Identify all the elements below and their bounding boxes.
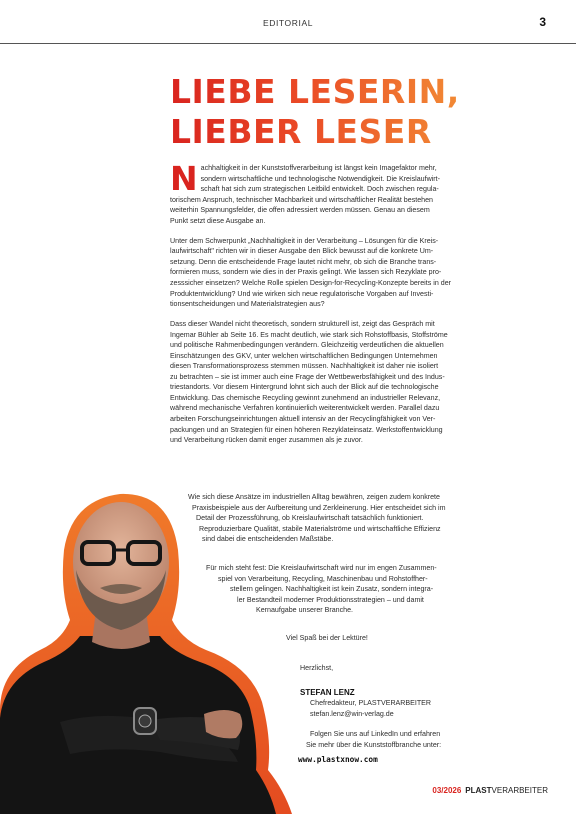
greeting: Herzlichst, <box>300 664 334 672</box>
text-line: packungen und an Strategien für einen höheren Rezyklateinsatz. Werkstoffentwicklung <box>170 425 443 434</box>
section-label: EDITORIAL <box>262 18 314 28</box>
text-line: ler Bestandteil moderner Produktionsstrategien – und damit <box>237 595 424 604</box>
header-divider <box>0 43 576 44</box>
text-line: Dass dieser Wandel nicht theoretisch, sondern strukturell ist, zeigt das Gespräch mit <box>170 320 435 329</box>
drop-cap: N <box>170 159 198 198</box>
text-line: während mechanische Verfahren kontinuierlich weiterentwickelt werden. Parallel dazu <box>170 404 440 413</box>
text-line: und politische Rahmenbedingungen verändern. Gleichzeitig verdeutlichen die aktuellen <box>170 341 444 350</box>
closing-line: Viel Spaß bei der Lektüre! <box>286 634 368 642</box>
text-line: setzung. Denn die entscheidende Frage lautet nicht mehr, ob sich die Branche trans- <box>170 257 437 266</box>
text-line: Reproduzierbare Qualität, stabile Materialströme und wirtschaftliche Effizienz <box>199 524 441 533</box>
intro-line: torischem Anspruch, technischer Machbarkeit und wirtschaftlicher Realität bestehen <box>170 195 433 204</box>
text-line: triestandorts. Vor diesem Hintergrund lohnt sich auch der Blick auf die technologische <box>170 383 439 392</box>
text-line: Produktentwicklung? Und wie wirken sich neue regulatorische Vorgaben auf Investi- <box>170 289 434 298</box>
paragraph-2 <box>170 236 462 310</box>
intro-line: schaft hat sich zum strategischen Leitbild entwickelt. Doch zwischen regula- <box>200 185 439 194</box>
intro-line: achhaltigkeit in der Kunststoffverarbeitung ist längst kein Imagefaktor mehr, <box>200 164 437 172</box>
author-portrait <box>0 470 292 814</box>
editorial-body <box>170 159 462 455</box>
text-line: Praxisbeispiele aus der Aufbereitung und Zerkleinerung. Hier entscheidet sich im <box>192 503 446 512</box>
headline-line-1: LIEBE LESERIN, <box>170 72 460 111</box>
brand-rest: VERARBEITER <box>491 786 548 795</box>
text-line: sind dabei die entscheidenden Maßstäbe. <box>202 535 334 544</box>
page-footer <box>432 786 548 795</box>
headline <box>170 72 460 152</box>
text-line: diesen Transformationsprozess stemmen müssen. Nachhaltigkeit ist daher nie isoliert <box>170 362 439 371</box>
author-role: Chefredakteur, PLASTVERARBEITER <box>310 699 432 707</box>
text-line: Wie sich diese Ansätze im industriellen Alltag bewähren, zeigen zudem konkrete <box>188 493 440 501</box>
text-line: Detail der Prozessführung, ob Kreislaufwirtschaft tatsächlich funktioniert. <box>196 514 424 523</box>
author-email[interactable]: stefan.lenz@win-verlag.de <box>310 709 394 718</box>
page-number: 3 <box>539 15 546 29</box>
issue-number: 03/2026 <box>432 786 462 795</box>
intro-paragraph <box>170 159 462 226</box>
headline-line-2: LIEBER LESER <box>170 112 460 152</box>
page-header <box>0 0 576 40</box>
intro-line: weiterhin Spannungsfelder, die offen adressiert werden müssen. Genau an diesem <box>170 206 430 215</box>
signature-block <box>300 663 500 750</box>
intro-line: Punkt setzt diese Ausgabe an. <box>170 216 266 225</box>
text-line: formieren muss, sondern wie dies in der Praxis gelingt. Wie lassen sich Rezyklate pro- <box>170 268 442 277</box>
text-line: stellern gelingen. Nachhaltigkeit ist kein Zusatz, sondern integra- <box>230 585 434 594</box>
text-line: tionsentscheidungen und Materialstrategien aus? <box>170 300 325 309</box>
text-line: Kernaufgabe unserer Branche. <box>256 606 354 615</box>
follow-line-2: Sie mehr über die Kunststoffbranche unter: <box>306 740 442 749</box>
website-link[interactable]: www.plastxnow.com <box>298 755 378 764</box>
text-line: zesssicher einsetzen? Welche Rolle spielen Design-for-Recycling-Konzepte bereits in der <box>170 278 451 287</box>
text-line: Einschätzungen des GKV, unter welchen wirtschaftlichen Bedingungen Unternehmen <box>170 351 438 360</box>
intro-line: sondern wirtschaftliche und technologische Notwendigkeit. Die Kreislaufwirt- <box>200 174 440 183</box>
text-line: und Verarbeitung rücken damit enger zusammen als je zuvor. <box>170 436 363 445</box>
text-line: Entwicklung. Das chemische Recycling gewinnt zunehmend an industrieller Relevanz, <box>170 393 441 402</box>
text-line: arbeiten Forschungseinrichtungen aktuell intensiv an der Recyclingfähigkeit von Ver- <box>170 415 436 424</box>
text-line: Für mich steht fest: Die Kreislaufwirtschaft wird nur im engen Zusammen- <box>206 564 437 572</box>
text-line: zu betrachten – sie ist immer auch eine Frage der Wettbewerbsfähigkeit und des Indus- <box>170 372 445 381</box>
brand-bold: PLAST <box>465 786 492 795</box>
text-line: Unter dem Schwerpunkt „Nachhaltigkeit in der Verarbeitung – Lösungen für die Kreis- <box>170 236 439 245</box>
text-line: Ingemar Bühler ab Seite 16. Es macht deutlich, wie stark sich Rohstoffbasis, Stoffströme <box>170 330 448 339</box>
follow-line-1: Folgen Sie uns auf LinkedIn und erfahren <box>310 730 441 738</box>
author-name: STEFAN LENZ <box>300 687 355 697</box>
text-line: spiel von Verarbeitung, Recycling, Maschinenbau und Rohstoffher- <box>218 574 428 583</box>
paragraph-3 <box>170 319 462 446</box>
text-line: laufwirtschaft" richten wir in dieser Ausgabe den Blick bewusst auf die konkrete Um- <box>170 247 434 256</box>
